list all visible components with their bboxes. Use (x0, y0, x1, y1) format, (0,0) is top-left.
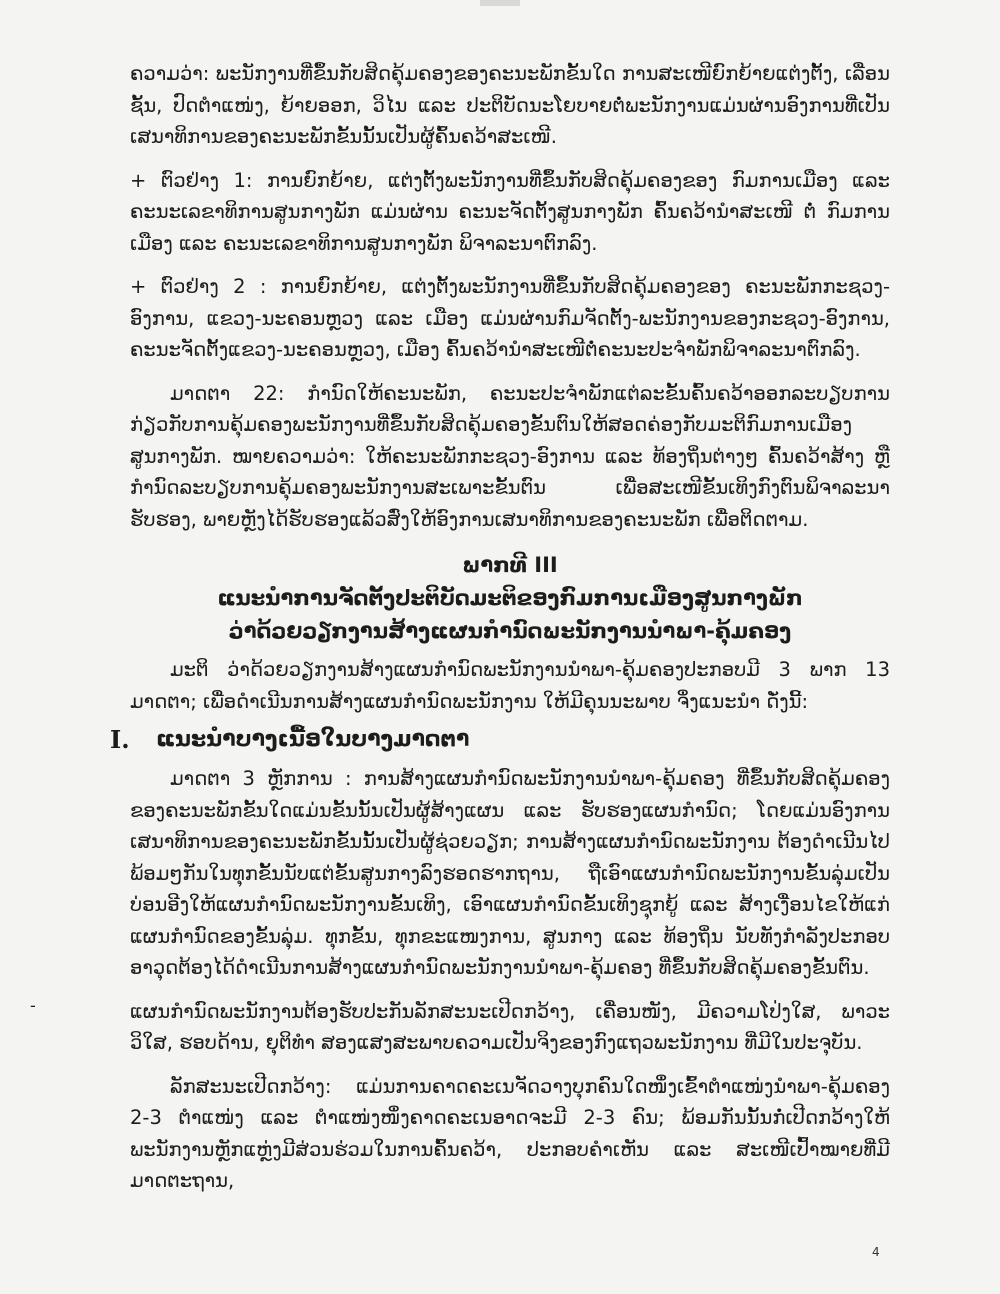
paragraph-article-3: ມາດຕາ 3 ຫຼັກການ : ການສ້າງແຜນກໍານົດພະນັກງານນຳພາ-ຄຸ້ມຄອງ ທີ່ຂຶ້ນກັບສິດຄຸ້ມຄອງຂອງຄະນະພັກຂັ້ນໃດແມ່ນຂັ້ນນັ້ນເປັນຜູ້ສ້າງແຜນ ແລະ ຮັບຮອງແຜນກໍານົດ; ໂດຍແມ່ນອົງການເສນາທິການຂອງຄະນະພັກຂັ້ນນັ້ນເປັນຜູ້ຊ່ວຍວຽກ; ການສ້າງແຜນກໍານົດພະນັກງານ ຕ້ອງດຳເນີນໄປພ້ອມໆກັນໃນທຸກຂັ້ນນັບແຕ່ຂັ້ນສູນກາງລົງຮອດຮາກຖານ, ຖືເອົາແຜນກໍານົດພະນັກງານຂັ້ນລຸ່ມເປັນບ່ອນອີງໃຫ້ແຜນກໍານົດພະນັກງານຂັ້ນເທິງ, ເອົາແຜນກໍານົດຂັ້ນເທິງຊຸກຍູ້ ແລະ ສ້າງເງື່ອນໄຂໃຫ້ແກ່ແຜນກໍານົດຂອງຂັ້ນລຸ່ມ. ທຸກຂັ້ນ, ທຸກຂະແໜງການ, ສູນກາງ ແລະ ທ້ອງຖິ່ນ ນັບທັງກໍາລັງປະກອບອາວຸດຕ້ອງໄດ້ດຳເນີນການສ້າງແຜນກໍານົດພະນັກງານນຳພາ-ຄຸ້ມຄອງ ທີ່ຂຶ້ນກັບສິດຄຸ້ມຄອງຂັ້ນຕົນ. (130, 767, 890, 979)
section-title: ແນະນຳບາງເນື້ອໃນບາງມາດຕາ (156, 727, 470, 752)
part-title-line-2: ວ່າດ້ວຍວຽກງານສ້າງແຜນກໍານົດພະນັກງານນຳພາ-ຄຸ້ມຄອງ (228, 619, 792, 643)
paragraph-plan-requirements: ແຜນກໍານົດພະນັກງານຕ້ອງຮັບປະກັນລັກສະນະເປີດກວ້າງ, ເຄື່ອນໜັງ, ມີຄວາມໂປ່ງໃສ, ພາວະວິໃສ, ຮອບດ້ານ, ຍຸຕິທຳ ສອງແສງສະພາບຄວາມເປັນຈິງຂອງກົງແຖວພະນັກງານ ທີ່ມີໃນປະຈຸບັນ. (130, 999, 890, 1054)
page-body (30, 58, 890, 1197)
section-number: I. (110, 725, 130, 754)
part-heading: ພາກທີ III (462, 553, 558, 577)
paragraph-openness: ລັກສະນະເປີດກວ້າງ: ແມ່ນການຄາດຄະເນຈັດວາງບຸກຄົນໃດໜຶ່ງເຂົ້າຕຳແໜ່ງນຳພາ-ຄຸ້ມຄອງ 2-3 ຕຳແໜ່ງ ແລະ ຕຳແໜ່ງໜຶ່ງຄາດຄະເນອາດຈະມີ 2-3 ຄົນ; ພ້ອມກັນນັ້ນກໍ່ເປີດກວ້າງໃຫ້ພະນັກງານຫຼັກແຫຼ່ງມີສ່ວນຮ່ວມໃນການຄົ້ນຄວ້າ, ປະກອບຄຳເຫັນ ແລະ ສະເໜີເປົ້າໝາຍທີ່ມີມາດຕະຖານ, (130, 1074, 890, 1192)
bullet-dash: - (30, 995, 36, 1015)
paragraph-meaning: ຄວາມວ່າ: ພະນັກງານທີ່ຂຶ້ນກັບສິດຄຸ້ມຄອງຂອງຄະນະພັກຂັ້ນໃດ ການສະເໜີຍົກຍ້າຍແຕ່ງຕັ້ງ, ເລື່ອນຊັ້ນ, ປົດຕຳແໜ່ງ, ຍ້າຍອອກ, ວິໄນ ແລະ ປະຕິບັດນະໂຍບາຍຕໍ່ພະນັກງານແມ່ນຜ່ານອົງການທີ່ເປັນເສນາທິການຂອງຄະນະພັກຂັ້ນນັ້ນເປັນຜູ້ຄົ້ນຄວ້າສະເໜີ. (130, 62, 890, 148)
bullet-item (30, 995, 890, 1059)
paragraph-resolution-intro: ມະຕິ ວ່າດ້ວຍວຽກງານສ້າງແຜນກໍານົດພະນັກງານນຳພາ-ຄຸ້ມຄອງປະກອບມີ 3 ພາກ 13 ມາດຕາ; ເພື່ອດຳເນີນການສ້າງແຜນກໍານົດພະນັກງານ ໃຫ້ມີຄຸນນະພາບ ຈຶ່ງແນະນຳ ດັ່ງນີ້: (130, 658, 890, 713)
page-number: 4 (872, 1245, 880, 1259)
paragraph-example-2: + ຕົວຢ່າງ 2 : ການຍົກຍ້າຍ, ແຕ່ງຕັ້ງພະນັກງານທີ່ຂຶ້ນກັບສິດຄຸ້ມຄອງຂອງ ຄະນະພັກກະຊວງ-ອົງການ, ແຂວງ-ນະຄອນຫຼວງ ແລະ ເມືອງ ແມ່ນຜ່ານກົມຈັດຕັ້ງ-ພະນັກງານຂອງກະຊວງ-ອົງການ, ຄະນະຈັດຕັ້ງແຂວງ-ນະຄອນຫຼວງ, ເມືອງ ຄົ້ນຄວ້ານຳສະເໜີຕໍ່ຄະນະປະຈຳພັກພິຈາລະນາຕົກລົງ. (130, 275, 890, 361)
part-title-line-1: ແນະນຳການຈັດຕັ້ງປະຕິບັດມະຕິຂອງກົມການເມືອງສູນກາງພັກ (217, 586, 803, 610)
section-heading (110, 723, 890, 757)
paragraph-article-22: ມາດຕາ 22: ກໍານົດໃຫ້ຄະນະພັກ, ຄະນະປະຈຳພັກແຕ່ລະຂັ້ນຄົ້ນຄວ້າອອກລະບຽບການກ່ຽວກັບການຄຸ້ມຄອງພະນັກງານທີ່ຂຶ້ນກັບສິດຄຸ້ມຄອງຂັ້ນຕົນໃຫ້ສອດຄ່ອງກັບມະຕິກົມການເມືອງສູນກາງພັກ. ໝາຍຄວາມວ່າ: ໃຫ້ຄະນະພັກກະຊວງ-ອົງການ ແລະ ທ້ອງຖິ່ນຕ່າງໆ ຄົ້ນຄວ້າສ້າງ ຫຼື ກໍານົດລະບຽບການຄຸ້ມຄອງພະນັກງານສະເພາະຂັ້ນຕົນ ເພື່ອສະເໜີຂັ້ນເທິງກົງຕົນພິຈາລະນາຮັບຮອງ, ພາຍຫຼັງໄດ້ຮັບຮອງແລ້ວສົ່ງໃຫ້ອົງການເສນາທິການຂອງຄະນະພັກ ເພື່ອຕິດຕາມ. (130, 381, 890, 531)
paragraph-example-1: + ຕົວຢ່າງ 1: ການຍົກຍ້າຍ, ແຕ່ງຕັ້ງພະນັກງານທີ່ຂຶ້ນກັບສິດຄຸ້ມຄອງຂອງ ກົມການເມືອງ ແລະ ຄະນະເລຂາທິການສູນກາງພັກ ແມ່ນຜ່ານ ຄະນະຈັດຕັ້ງສູນກາງພັກ ຄົ້ນຄວ້ານຳສະເໜີ ຕໍ່ ກົມການເມືອງ ແລະ ຄະນະເລຂາທິການສູນກາງພັກ ພິຈາລະນາຕົກລົງ. (130, 168, 890, 255)
